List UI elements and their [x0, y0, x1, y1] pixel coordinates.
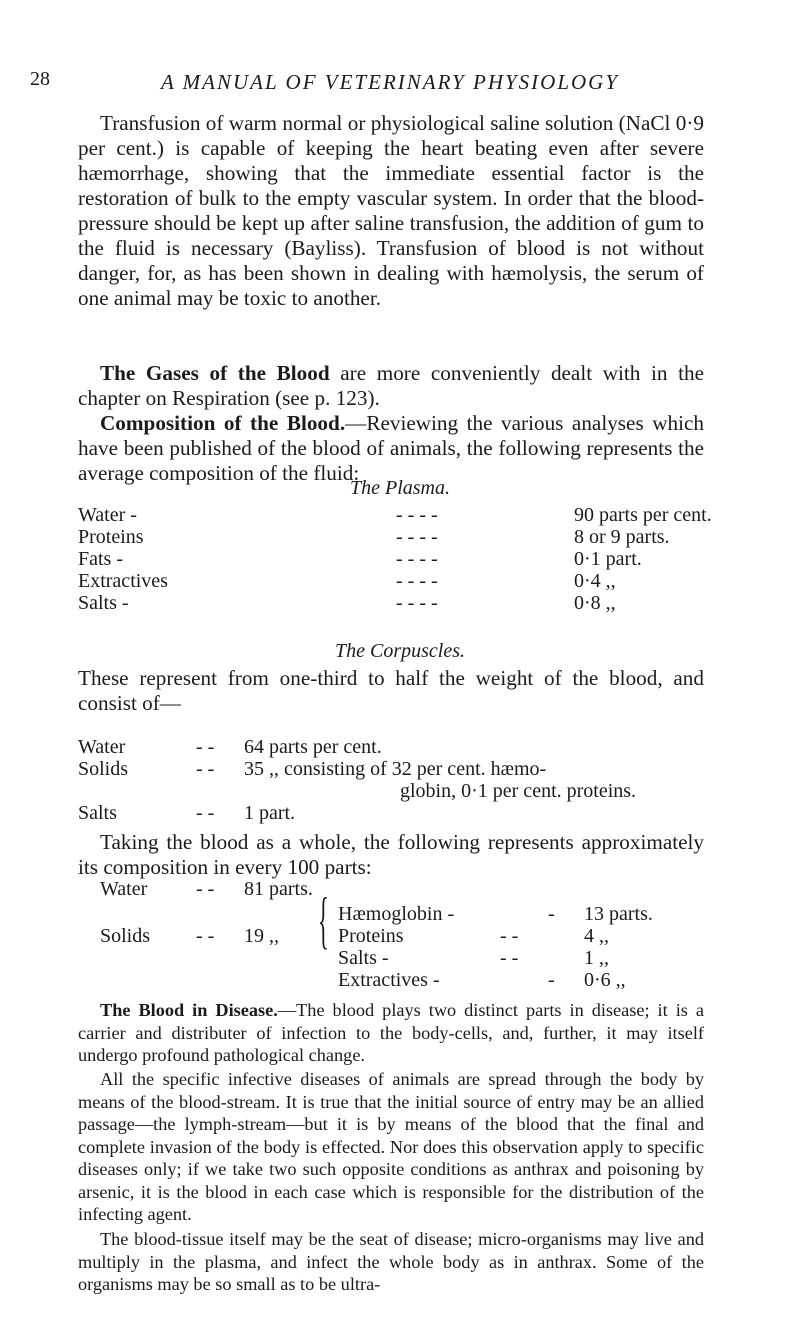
whole-item-dashes-2: - - — [500, 947, 519, 969]
heading-composition: Composition of the Blood. — [100, 411, 346, 435]
corpuscles-solids-cont: globin, 0·1 per cent. proteins. — [400, 780, 637, 802]
plasma-value-2: 0·1 part. — [574, 548, 642, 570]
text-gases: are more conveniently dealt with in the chapter on Respiration (see p. 123). — [78, 361, 704, 410]
whole-solids-dashes: - - — [196, 925, 215, 947]
whole-item-name-2: Salts - — [338, 947, 389, 969]
plasma-name-1: Proteins — [78, 526, 144, 548]
plasma-name-4: Salts - — [78, 592, 129, 614]
plasma-dashes-4: - - - - — [396, 592, 438, 614]
plasma-value-0: 90 parts per cent. — [574, 504, 712, 526]
whole-item-value-3: 0·6 ,, — [584, 969, 626, 991]
paragraph-gases — [78, 361, 704, 411]
paragraph-transfusion: Transfusion of warm normal or physiological saline solution (NaCl 0·9 per cent.) is capable of keeping the heart beating even after severe hæmorrhage, showing that the immediate essential factor is the restoration of bulk to the empty vascular system. In order that the blood-pressure should be kept up after saline transfusion, the addition of gum to the fluid is necessary (Bayliss). Transfusion of blood is not without danger, for, as has been shown in dealing with hæmolysis, the serum of one animal may be toxic to another. — [78, 111, 704, 310]
corpuscles-salts-name: Salts — [78, 802, 117, 824]
heading-blood-in-disease: The Blood in Disease. — [100, 1000, 278, 1020]
plasma-name-0: Water - — [78, 504, 137, 526]
paragraph-blood-in-disease — [78, 999, 704, 1067]
whole-item-name-1: Proteins — [338, 925, 404, 947]
paragraph-composition — [78, 411, 704, 486]
whole-item-value-2: 1 ,, — [584, 947, 609, 969]
whole-solids-value: 19 ,, — [244, 925, 279, 947]
corpuscles-solids-name: Solids — [78, 758, 129, 780]
plasma-value-4: 0·8 ,, — [574, 592, 616, 614]
plasma-dashes-3: - - - - — [396, 570, 438, 592]
running-header — [30, 68, 750, 98]
plasma-value-3: 0·4 ,, — [574, 570, 616, 592]
corpuscles-caption: The Corpuscles. — [335, 640, 465, 662]
whole-water-dashes: - - — [196, 878, 215, 900]
plasma-name-3: Extractives — [78, 570, 168, 592]
corpuscles-solids-dashes: - - — [196, 758, 215, 780]
whole-item-value-1: 4 ,, — [584, 925, 609, 947]
plasma-name-2: Fats - — [78, 548, 123, 570]
corpuscles-solids-value: 35 ,, consisting of 32 per cent. hæmo- — [244, 758, 547, 780]
whole-item-dashes-3: - — [548, 969, 555, 991]
whole-water-name: Water — [100, 878, 148, 900]
plasma-dashes-1: - - - - — [396, 526, 438, 548]
plasma-caption: The Plasma. — [350, 477, 450, 499]
whole-water-value: 81 parts. — [244, 878, 313, 900]
corpuscles-water-value: 64 parts per cent. — [244, 736, 382, 758]
plasma-dashes-0: - - - - — [396, 504, 438, 526]
corpuscles-water-dashes: - - — [196, 736, 215, 758]
page-number: 28 — [30, 68, 50, 90]
whole-item-dashes-1: - - — [500, 925, 519, 947]
text-blood-in-disease: —The blood plays two distinct parts in disease; it is a carrier and distributer of infection to the body-cells, and, further, it may itself undergo profound pathological change. — [78, 1000, 704, 1065]
heading-gases: The Gases of the Blood — [100, 361, 330, 385]
corpuscles-salts-value: 1 part. — [244, 802, 296, 824]
paragraph-infective-diseases: All the specific infective diseases of animals are spread through the body by means of the blood-stream. It is true that the initial source of entry may be an allied passage—the lymph-stream—but it is by means of the blood that the final and complete invasion of the body is effected. Nor does this observation apply to specific diseases only; if we take two such opposite conditions as anthrax and poisoning by arsenic, it is the blood in each case which is responsible for the distribution of the infecting agent. — [78, 1069, 704, 1224]
plasma-value-1: 8 or 9 parts. — [574, 526, 670, 548]
corpuscles-intro: These represent from one-third to half the weight of the blood, and consist of— — [78, 666, 704, 715]
corpuscles-salts-dashes: - - — [196, 802, 215, 824]
paragraph-blood-tissue: The blood-tissue itself may be the seat of disease; micro-organisms may live and multiply in the plasma, and infect the whole body as in anthrax. Some of the organisms may be so small as to be ultra- — [78, 1229, 704, 1294]
running-title: A MANUAL OF VETERINARY PHYSIOLOGY — [160, 70, 620, 94]
whole-intro: Taking the blood as a whole, the following represents approximately its composition in every 100 parts: — [78, 830, 704, 879]
whole-item-dashes-0: - — [548, 903, 555, 925]
text-composition: —Reviewing the various analyses which have been published of the blood of animals, the following represents the average composition of the fluid: — [78, 411, 705, 485]
curly-brace: { — [318, 884, 329, 955]
whole-item-value-0: 13 parts. — [584, 903, 653, 925]
whole-solids-name: Solids — [100, 925, 151, 947]
corpuscles-water-name: Water — [78, 736, 126, 758]
whole-item-name-0: Hæmoglobin - — [338, 903, 455, 925]
whole-item-name-3: Extractives - — [338, 969, 440, 991]
plasma-dashes-2: - - - - — [396, 548, 438, 570]
